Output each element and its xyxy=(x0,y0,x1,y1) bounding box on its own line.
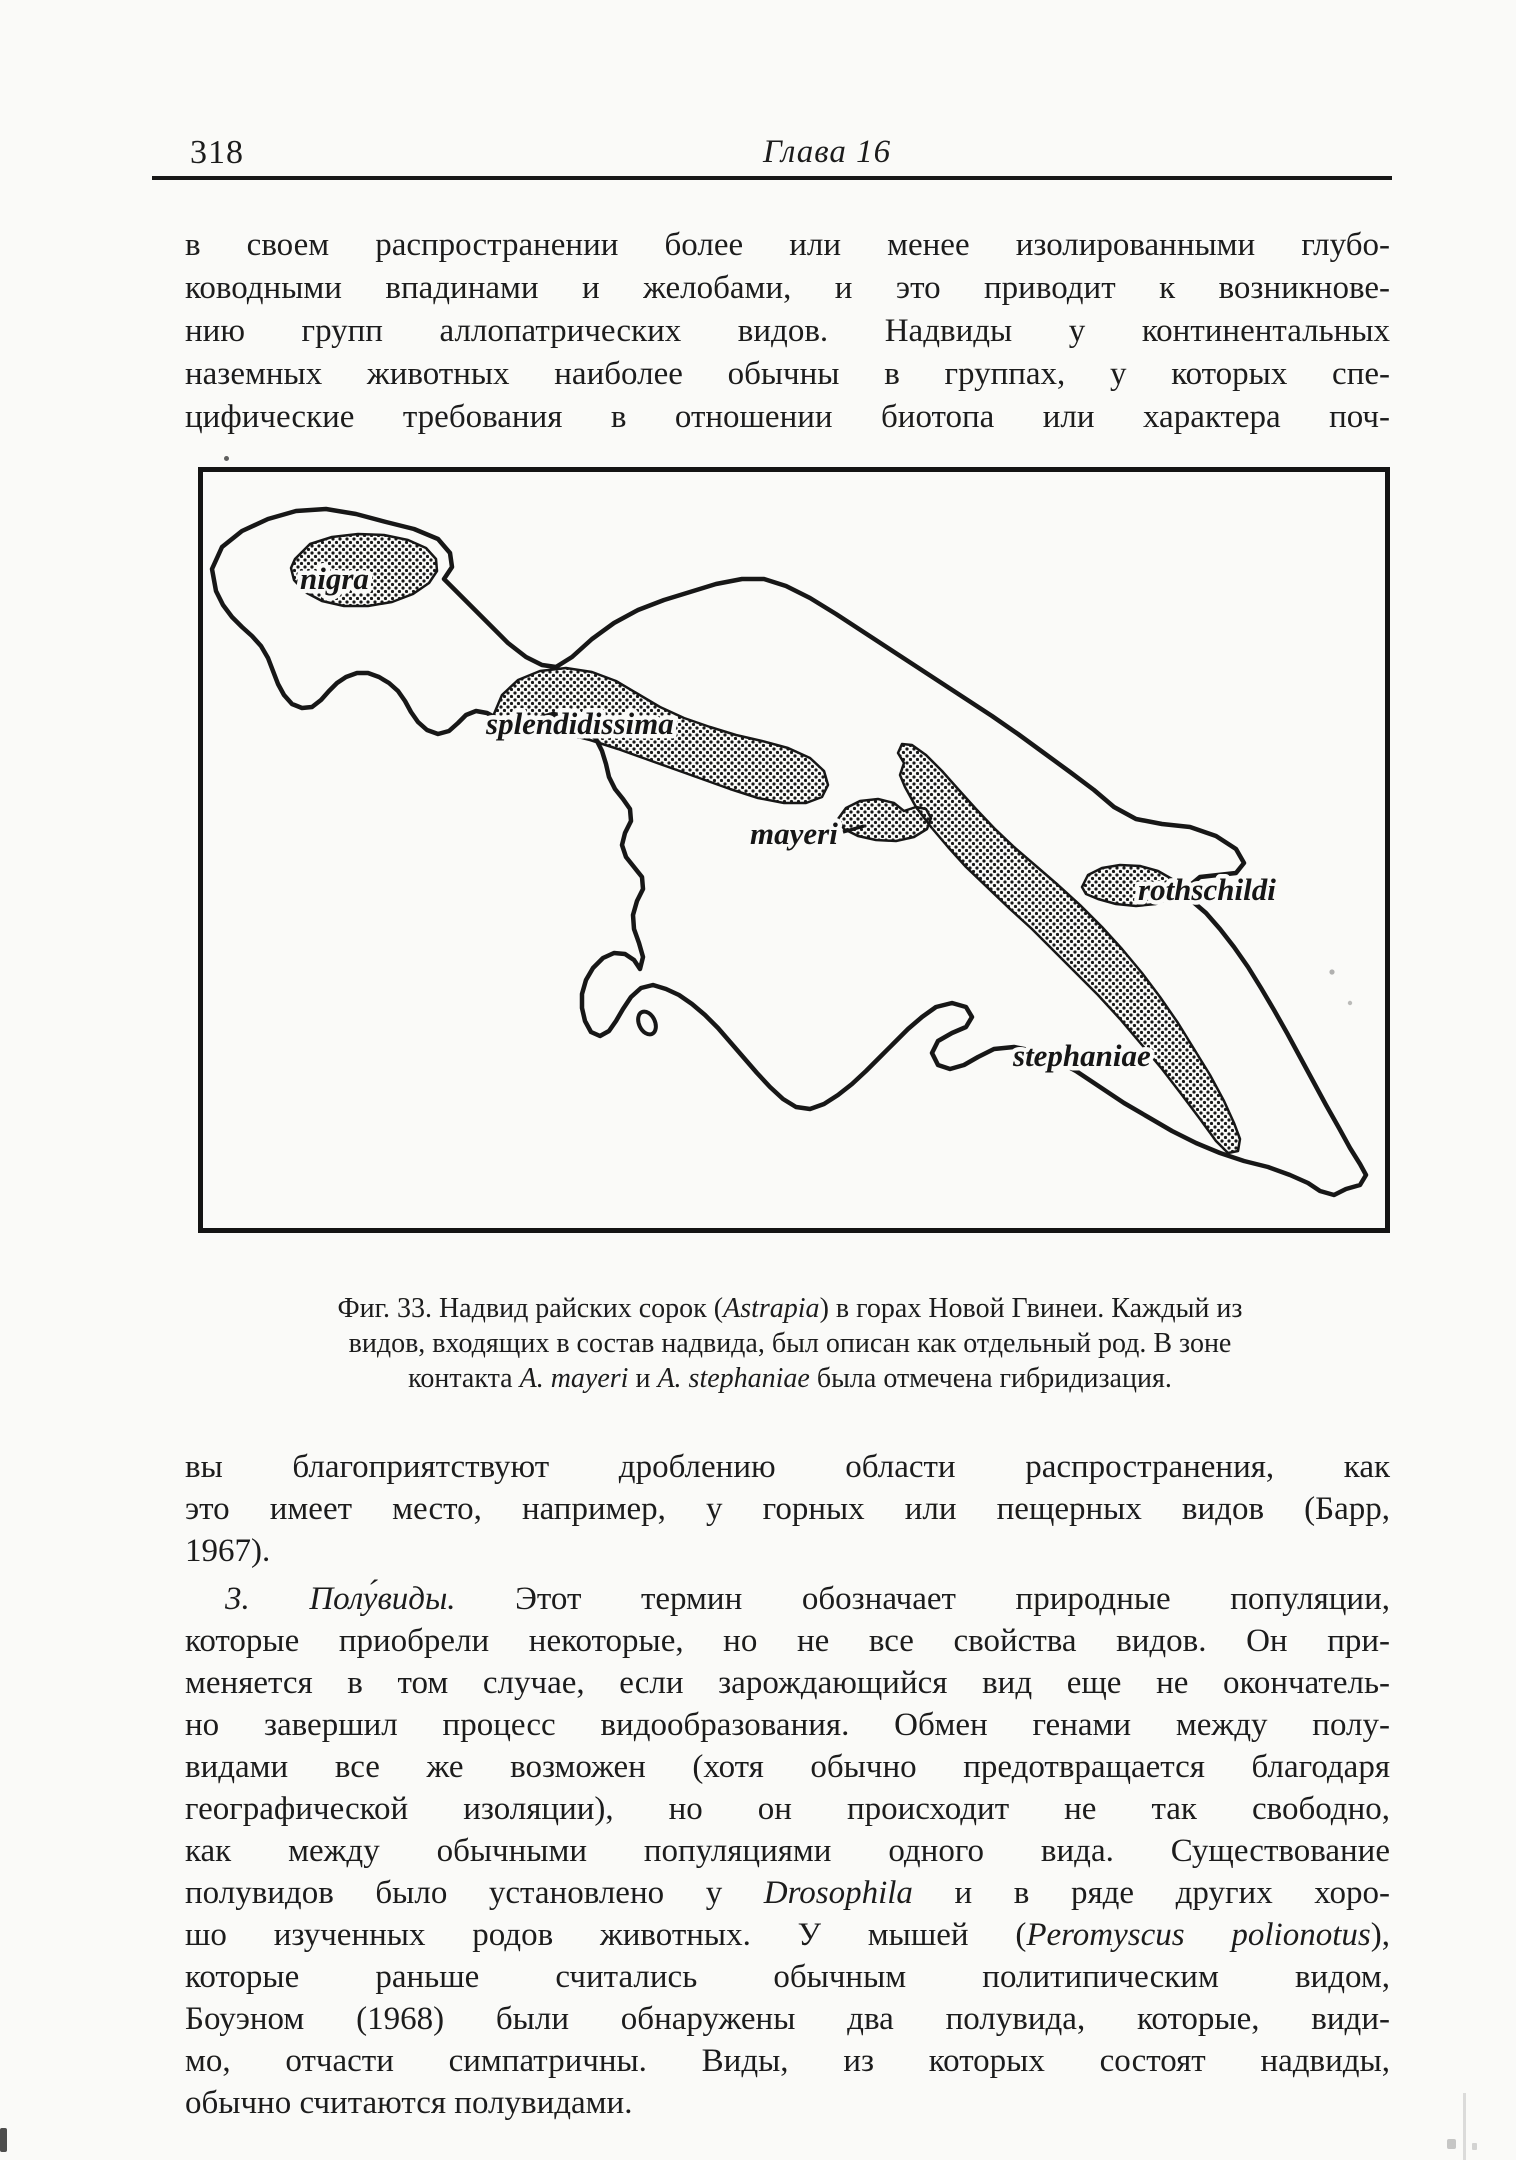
text-line xyxy=(185,353,1390,396)
text-line xyxy=(185,2040,1390,2082)
text-run: это имеет место, например, у горных или пещерных видов (Барр, xyxy=(185,1491,1390,1527)
scan-speck xyxy=(1447,2139,1456,2149)
italic-text-run: A. mayeri xyxy=(519,1363,629,1394)
text-line xyxy=(185,396,1390,439)
chapter-title: Глава 16 xyxy=(763,134,892,170)
figure-caption xyxy=(190,1291,1390,1396)
text-run: мо, отчасти симпатричны. Виды, из которых состоят надвиды, xyxy=(185,2043,1390,2079)
text-run: была отмечена гибридизация. xyxy=(809,1363,1172,1394)
scan-speck xyxy=(1348,1001,1352,1005)
text-line xyxy=(185,1704,1390,1746)
scan-speck xyxy=(224,456,229,461)
italic-text-run: Peromyscus polionotus xyxy=(1026,1917,1371,1953)
text-line xyxy=(185,1488,1390,1530)
text-run: видами все же возможен (хотя обычно предотвращается благодаря xyxy=(185,1749,1390,1785)
text-run: вы благоприятствуют дроблению области распространения, как xyxy=(185,1449,1390,1485)
text-line xyxy=(185,1530,1390,1572)
text-line xyxy=(190,1326,1390,1361)
text-run: ) в горах Новой Гвинеи. Каждый из xyxy=(819,1293,1243,1324)
small-offshore-island xyxy=(635,1009,660,1038)
text-run: полувидов было установлено у xyxy=(185,1875,764,1911)
italic-text-run: A. stephaniae xyxy=(657,1363,810,1394)
text-run: контакта xyxy=(408,1363,520,1394)
text-run: видов, входящих в состав надвида, был описан как отдельный род. В зоне xyxy=(348,1328,1232,1359)
text-line xyxy=(185,1872,1390,1914)
text-line xyxy=(185,1956,1390,1998)
text-run: наземных животных наиболее обычны в группах, у которых спе- xyxy=(185,356,1390,392)
text-line xyxy=(185,1578,1390,1620)
text-line xyxy=(185,1446,1390,1488)
text-run: в своем распространении более или менее изолированными глубо- xyxy=(185,227,1390,263)
text-line xyxy=(185,310,1390,353)
label-mayeri: mayeri xyxy=(750,816,838,851)
paragraph-semispecies xyxy=(185,1578,1390,2124)
text-line xyxy=(190,1361,1390,1396)
header-rule xyxy=(152,176,1392,180)
text-run: Этот термин обозначает природные популяции, xyxy=(455,1581,1390,1617)
scan-edge-mark xyxy=(0,2128,7,2152)
scan-speck xyxy=(1472,2143,1477,2150)
text-run: но завершил процесс видообразования. Обмен генами между полу- xyxy=(185,1707,1390,1743)
text-run: 1967). xyxy=(185,1533,271,1569)
text-line xyxy=(185,1914,1390,1956)
text-run: и в ряде других хоро- xyxy=(912,1875,1391,1911)
text-run: меняется в том случае, если зарождающийся вид еще не окончатель- xyxy=(185,1665,1390,1701)
text-line xyxy=(190,1291,1390,1326)
page-number: 318 xyxy=(190,134,244,171)
text-run: географической изоляции), но он происходит не так свободно, xyxy=(185,1791,1390,1827)
text-run: цифические требования в отношении биотопа или характера поч- xyxy=(185,399,1390,435)
italic-text-run: Drosophila xyxy=(763,1875,913,1911)
text-run: которые раньше считались обычным политипическим видом, xyxy=(185,1959,1390,1995)
text-run: Боуэном (1968) были обнаружены два полувида, которые, види- xyxy=(185,2001,1390,2037)
figure-map-new-guinea xyxy=(198,467,1390,1233)
text-run: нию групп аллопатрических видов. Надвиды у континентальных xyxy=(185,313,1390,349)
text-run: и xyxy=(628,1363,658,1394)
italic-text-run: Astrapia xyxy=(723,1293,820,1324)
text-run: ), xyxy=(1370,1917,1390,1953)
text-line xyxy=(185,1998,1390,2040)
text-line xyxy=(185,2082,1390,2124)
italic-text-run: 3. Полу́виды. xyxy=(225,1581,456,1617)
text-run: ководными впадинами и желобами, и это приводит к возникнове- xyxy=(185,270,1390,306)
scan-edge-line xyxy=(1463,2093,1466,2160)
text-line xyxy=(185,224,1390,267)
text-line xyxy=(185,1662,1390,1704)
text-run: обычно считаются полувидами. xyxy=(185,2085,633,2121)
text-line xyxy=(185,1746,1390,1788)
text-line xyxy=(185,267,1390,310)
label-nigra: nigra xyxy=(300,561,369,596)
text-line xyxy=(185,1788,1390,1830)
stephaniae-range xyxy=(898,744,1240,1153)
label-splendidissima: splendidissima xyxy=(486,706,674,741)
text-line xyxy=(185,1830,1390,1872)
label-stephaniae: stephaniae xyxy=(1013,1038,1151,1073)
text-run: которые приобрели некоторые, но не все свойства видов. Он при- xyxy=(185,1623,1390,1659)
paragraph-continuation xyxy=(185,1446,1390,1572)
label-rothschildi: rothschildi xyxy=(1138,872,1276,907)
scan-speck xyxy=(1329,969,1334,974)
text-run: шо изученных родов животных. У мышей ( xyxy=(185,1917,1027,1953)
paragraph-intro xyxy=(185,224,1390,439)
text-line xyxy=(185,1620,1390,1662)
text-run: Фиг. 33. Надвид райских сорок ( xyxy=(337,1293,724,1324)
text-run: как между обычными популяциями одного вида. Существование xyxy=(185,1833,1390,1869)
